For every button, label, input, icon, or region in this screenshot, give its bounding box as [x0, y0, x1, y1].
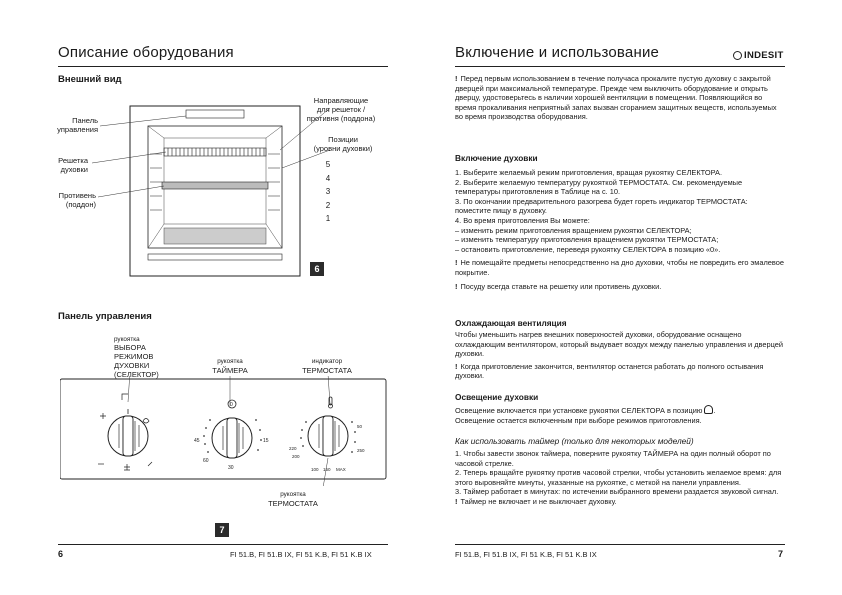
- timer-scale-0: 0: [230, 402, 233, 408]
- exterior-heading: Внешний вид: [58, 74, 122, 85]
- indesit-logo: [733, 50, 784, 61]
- thermo-scale-max: MAX: [336, 467, 346, 472]
- label-oven-levels: Позиции (уровни духовки): [313, 135, 373, 153]
- selector-label: ВЫБОРА РЕЖИМОВ ДУХОВКИ (СЕЛЕКТОР): [114, 343, 159, 379]
- level-numbers: [323, 158, 333, 226]
- timer-step-1: 1. Чтобы завести звонок таймера, поверните рукоятку ТАЙМЕРА на один полный оборот по часовой стрелке.: [455, 449, 771, 468]
- thermo-scale-100: 100: [311, 467, 319, 472]
- lamp-position-icon: [704, 405, 713, 414]
- warning-icon: !: [455, 74, 458, 83]
- timer-step-3: 3. Таймер работает в минутах: по истечении выбранного времени раздается звуковой сигнал.: [455, 487, 779, 497]
- timer-step-2: 2. Теперь вращайте рукоятку против часовой стрелки, чтобы установить желаемое время: для этого выровняйте минуты, указанные на рукоятке, с меткой на панели управления.: [455, 468, 782, 487]
- level-3: 3: [325, 187, 331, 196]
- thermostat-indicator-small: индикатор: [311, 358, 343, 365]
- cooling-text: Чтобы уменьшить нагрев внешних поверхностей духовки, оборудование оснащено охлаждающим вентилятором, который выдувает воздух между панелью управления и дверцей духовки.: [455, 330, 783, 359]
- left-footer-models: FI 51.B, FI 51.B IX, FI 51 K.B, FI 51 K.B IX: [230, 550, 372, 559]
- right-footer-models: FI 51.B, FI 51.B IX, FI 51 K.B, FI 51 K.B IX: [455, 550, 597, 559]
- timer-scale-45: 45: [194, 438, 200, 444]
- logo-text: INDESIT: [744, 50, 784, 61]
- right-page-number: 7: [778, 549, 784, 559]
- cooling-warning: ! Когда приготовление закончится, вентилятор останется работать до полного остывания духовки.: [455, 361, 764, 381]
- timer-label-small: рукоятка: [217, 358, 243, 365]
- selector-label-small: рукоятка: [114, 336, 140, 343]
- oven-on-step-4: 4. Во время приготовления Вы можете:: [455, 215, 590, 225]
- label-baking-tray: Противень (поддон): [58, 191, 96, 209]
- section-cooling-body: [455, 330, 785, 381]
- oven-on-step-3: 3. По окончании предварительного разогрева будет гореть индикатор ТЕРМОСТАТА: поместите пищу в духовку.: [455, 196, 748, 216]
- level-4: 4: [325, 173, 331, 183]
- oven-on-warning-1: ! Не помещайте предметы непосредственно на дно духовки, чтобы не повредить его эмалевое покрытие.: [455, 258, 784, 277]
- warning-icon: !: [455, 496, 458, 506]
- oven-on-step-1: 1. Выберите желаемый режим приготовления, вращая рукоятку СЕЛЕКТОРА.: [455, 168, 723, 177]
- oven-on-dash-1: – изменить режим приготовления вращением рукоятки СЕЛЕКТОРА;: [455, 225, 692, 235]
- figure-7-badge: 7: [215, 523, 229, 537]
- section-oven-on-body: [455, 168, 785, 291]
- warning-icon: !: [455, 281, 458, 291]
- section-oven-on-heading: Включение духовки: [455, 153, 538, 163]
- thermo-scale-250: 250: [357, 448, 365, 453]
- intro-paragraph: [455, 74, 785, 122]
- warning-icon: !: [455, 258, 458, 268]
- oven-on-warning-2: ! Посуду всегда ставьте на решетку или противень духовки.: [455, 281, 662, 291]
- thermo-scale-220: 220: [289, 446, 297, 451]
- control-panel-heading: Панель управления: [58, 311, 152, 322]
- oven-on-dash-3: – остановить приготовление, переведя рукоятку СЕЛЕКТОРА в позицию «0».: [455, 244, 721, 254]
- left-page-title: Описание оборудования: [58, 44, 234, 61]
- thermo-scale-150: 150: [323, 467, 331, 472]
- level-2: 2: [325, 200, 331, 210]
- right-page-title: Включение и использование: [455, 44, 660, 61]
- section-light-heading: Освещение духовки: [455, 392, 539, 402]
- thermo-scale-50: 50: [357, 424, 363, 429]
- figure-6-badge: 6: [310, 262, 324, 276]
- section-light-body: [455, 405, 785, 425]
- timer-label: ТАЙМЕРА: [212, 366, 248, 375]
- label-rack-guides: Направляющие для решеток / противня (поддона): [306, 96, 376, 123]
- section-cooling-heading: Охлаждающая вентиляция: [455, 318, 567, 328]
- label-oven-rack: Решетка духовки: [58, 156, 88, 174]
- timer-scale-30: 30: [228, 465, 234, 471]
- thermostat-knob: [308, 416, 348, 456]
- thermo-scale-200: 200: [292, 454, 300, 459]
- left-footer-rule: [58, 544, 388, 545]
- timer-warning: ! Таймер не включает и не выключает духовку.: [455, 496, 617, 506]
- section-timer-heading: Как использовать таймер (только для некоторых моделей): [455, 436, 694, 446]
- label-control-panel: Панель управления: [57, 116, 98, 134]
- control-panel-diagram: [60, 376, 390, 486]
- oven-on-dash-2: – изменить температуру приготовления вращением рукоятки ТЕРМОСТАТА;: [455, 235, 719, 245]
- thermostat-knob-small: рукоятка: [280, 491, 306, 498]
- level-5: 5: [325, 160, 331, 169]
- logo-ring-icon: [733, 51, 742, 60]
- oven-on-step-2: 2. Выберите желаемую температуру рукояткой ТЕРМОСТАТА. См. рекомендуемые температуры приготовления в Таблице на с. 10.: [455, 177, 743, 197]
- light-text-2: Освещение остается включенным при выборе режимов приготовления.: [455, 415, 702, 425]
- right-footer-rule: [455, 544, 785, 545]
- timer-scale-15: 15: [263, 438, 269, 444]
- intro-text: Перед первым использованием в течение получаса прокалите пустую духовку с закрытой дверцей при максимальной температуре. Прежде чем выключить оборудование и открыть дверцу, удостоверьтесь в наличии хорошей вентиляции в помещении. Появляющийся во время прокаливания неприятный запах вызван сгоранием защитных веществ, используемых во время производства оборудования.: [455, 74, 777, 122]
- level-1: 1: [325, 214, 331, 223]
- right-title-rule: [455, 66, 785, 67]
- thermostat-indicator-label: ТЕРМОСТАТА: [302, 366, 352, 375]
- light-text-1: Освещение включается при установке рукоятки СЕЛЕКТОРА в позицию .: [455, 406, 716, 415]
- timer-scale-60: 60: [203, 458, 209, 464]
- section-timer-body: [455, 449, 785, 507]
- warning-icon: !: [455, 361, 458, 371]
- thermostat-knob-label: ТЕРМОСТАТА: [268, 499, 318, 508]
- left-page-number: 6: [58, 549, 64, 559]
